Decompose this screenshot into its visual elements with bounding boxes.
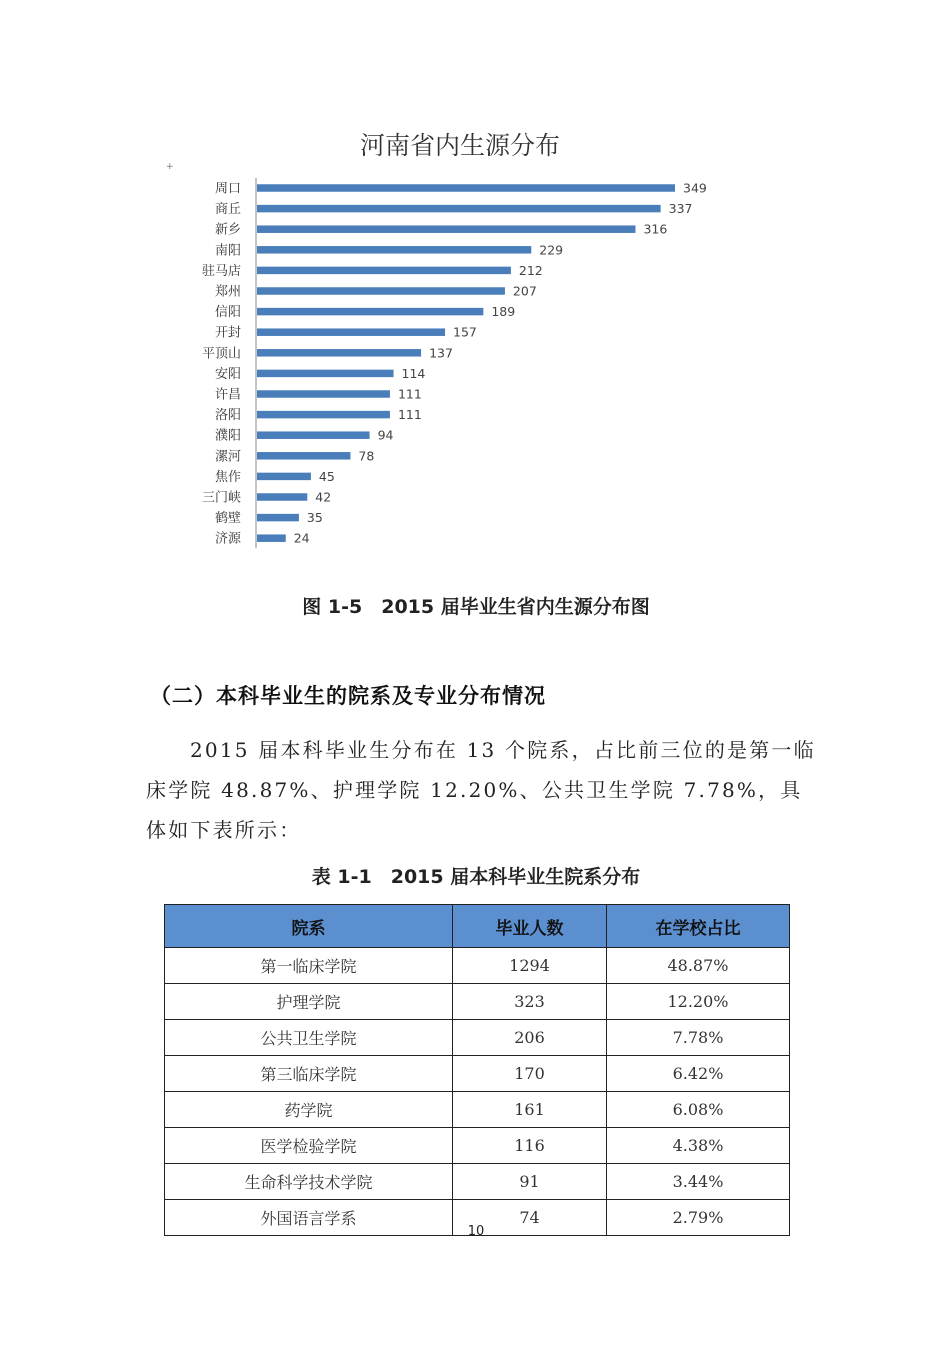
cell-graduates: 323 xyxy=(453,984,607,1020)
body-paragraph: 2015 届本科毕业生分布在 13 个院系，占比前三位的是第一临床学院 48.87%、护理学院 12.20%、公共卫生学院 7.78%，具体如下表所示： xyxy=(146,738,816,842)
category-label: 南阳 xyxy=(214,243,241,259)
cell-graduates: 170 xyxy=(453,1056,607,1092)
value-label: 111 xyxy=(397,386,422,402)
category-label: 信阳 xyxy=(214,305,241,321)
bar xyxy=(257,370,394,378)
value-label: 111 xyxy=(397,407,422,423)
cell-department: 第一临床学院 xyxy=(165,948,453,984)
bar xyxy=(257,205,661,213)
table-title: 表 1-1 2015 届本科毕业生院系分布 xyxy=(311,866,641,888)
value-label: 78 xyxy=(358,448,375,464)
bar xyxy=(257,431,370,439)
category-label: 商丘 xyxy=(214,202,241,218)
value-label: 229 xyxy=(539,242,564,258)
value-label: 337 xyxy=(668,201,693,217)
cell-graduates: 116 xyxy=(453,1128,607,1164)
cell-graduates: 91 xyxy=(453,1164,607,1200)
category-label: 鹤壁 xyxy=(214,511,241,527)
value-label: 45 xyxy=(318,468,335,484)
category-label: 漯河 xyxy=(214,449,241,465)
category-label: 焦作 xyxy=(214,469,241,485)
cell-share: 6.42% xyxy=(607,1056,790,1092)
value-label: 212 xyxy=(518,262,543,278)
cell-department: 公共卫生学院 xyxy=(165,1020,453,1056)
value-label: 189 xyxy=(491,304,516,320)
cell-graduates: 74 xyxy=(453,1200,607,1236)
table-row xyxy=(165,1128,790,1164)
header-department: 院系 xyxy=(165,905,453,948)
value-label: 207 xyxy=(512,283,537,299)
bar xyxy=(257,514,299,522)
chart-title: 河南省内生源分布 xyxy=(359,131,561,160)
stray-mark: + xyxy=(166,162,174,172)
category-label: 开封 xyxy=(214,325,241,341)
bar xyxy=(257,246,531,254)
category-label: 濮阳 xyxy=(214,428,241,444)
chart-svg xyxy=(160,120,760,580)
table-header-row xyxy=(165,905,790,948)
value-label: 94 xyxy=(377,427,394,443)
category-label: 济源 xyxy=(214,531,241,547)
cell-department: 第三临床学院 xyxy=(165,1056,453,1092)
value-label: 316 xyxy=(643,221,668,237)
value-label: 42 xyxy=(315,489,332,505)
table-row xyxy=(165,1056,790,1092)
category-label: 许昌 xyxy=(214,387,241,403)
bar xyxy=(257,473,311,481)
category-label: 平顶山 xyxy=(201,346,241,362)
category-label: 郑州 xyxy=(214,284,241,300)
table-row xyxy=(165,984,790,1020)
bar xyxy=(257,308,483,316)
value-label: 157 xyxy=(453,324,477,340)
bar xyxy=(257,452,350,460)
bar xyxy=(257,184,675,192)
category-label: 驻马店 xyxy=(201,263,241,279)
bar xyxy=(257,390,390,398)
bar xyxy=(257,225,635,233)
figure-caption: 图 1-5 2015 届毕业生省内生源分布图 xyxy=(302,596,650,618)
cell-share: 12.20% xyxy=(607,984,790,1020)
bar-chart xyxy=(160,120,760,580)
bar xyxy=(257,267,511,275)
value-label: 24 xyxy=(293,530,310,546)
category-label: 洛阳 xyxy=(214,408,241,424)
cell-share: 7.78% xyxy=(607,1020,790,1056)
bar xyxy=(257,328,445,336)
cell-department: 护理学院 xyxy=(165,984,453,1020)
value-label: 349 xyxy=(683,180,707,196)
table-row xyxy=(165,1164,790,1200)
department-table xyxy=(164,904,790,1236)
cell-share: 6.08% xyxy=(607,1092,790,1128)
page-number: 10 xyxy=(467,1224,485,1239)
bar xyxy=(257,411,390,419)
category-label: 安阳 xyxy=(214,366,241,382)
category-label: 三门峡 xyxy=(201,490,241,506)
header-graduates: 毕业人数 xyxy=(453,905,607,948)
bar xyxy=(257,287,505,295)
cell-share: 2.79% xyxy=(607,1200,790,1236)
cell-department: 生命科学技术学院 xyxy=(165,1164,453,1200)
value-label: 35 xyxy=(306,510,323,526)
section-heading: （二）本科毕业生的院系及专业分布情况 xyxy=(150,684,546,708)
category-label: 新乡 xyxy=(214,222,241,238)
value-label: 137 xyxy=(429,345,453,361)
header-share: 在学校占比 xyxy=(607,905,790,948)
value-label: 114 xyxy=(401,365,426,381)
cell-department: 药学院 xyxy=(165,1092,453,1128)
bar xyxy=(257,349,421,357)
cell-share: 3.44% xyxy=(607,1164,790,1200)
bar xyxy=(257,493,307,501)
cell-share: 48.87% xyxy=(607,948,790,984)
bar xyxy=(257,534,286,542)
table-row xyxy=(165,1092,790,1128)
cell-graduates: 1294 xyxy=(453,948,607,984)
cell-graduates: 161 xyxy=(453,1092,607,1128)
table-row xyxy=(165,1020,790,1056)
cell-share: 4.38% xyxy=(607,1128,790,1164)
table-row xyxy=(165,948,790,984)
category-label: 周口 xyxy=(214,181,241,197)
cell-department: 外国语言学系 xyxy=(165,1200,453,1236)
cell-department: 医学检验学院 xyxy=(165,1128,453,1164)
cell-graduates: 206 xyxy=(453,1020,607,1056)
